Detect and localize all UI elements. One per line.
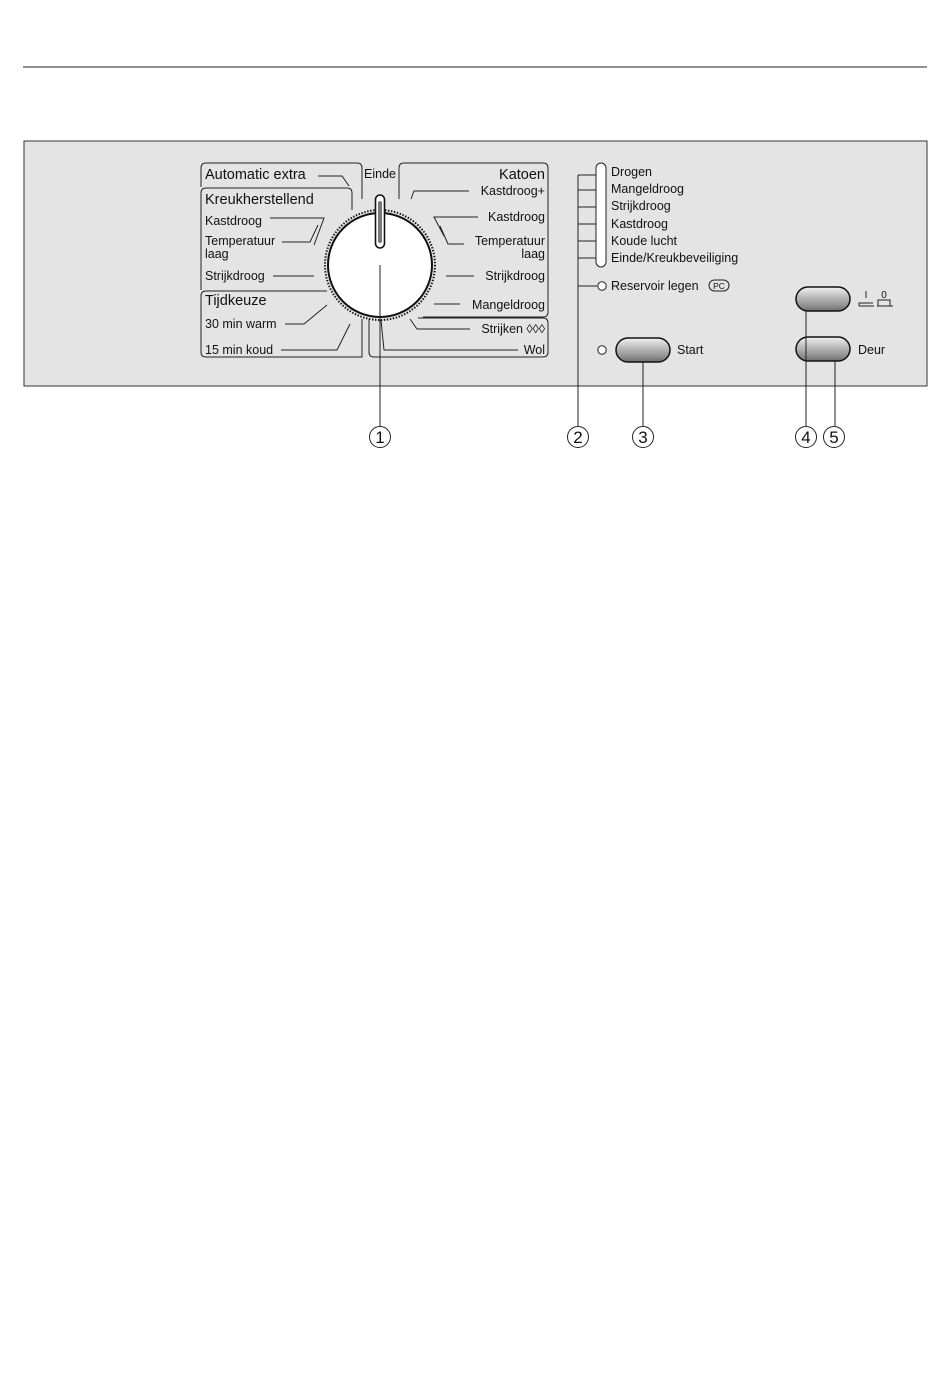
control-panel — [24, 141, 927, 386]
start-indicator-light — [598, 346, 606, 354]
label-left-strijkdroog: Strijkdroog — [205, 269, 265, 283]
label-strijken: Strijken ◊◊◊ — [481, 322, 545, 336]
label-left-temperatuur: Temperatuur — [205, 234, 276, 248]
door-button[interactable] — [796, 337, 850, 361]
label-left-kastdroog: Kastdroog — [205, 214, 262, 228]
indicator-kastdroog: Kastdroog — [611, 217, 668, 231]
indicator-drogen: Drogen — [611, 165, 652, 179]
label-mangeldroog: Mangeldroog — [472, 298, 545, 312]
indicator-light-strip — [596, 163, 606, 267]
start-button[interactable] — [616, 338, 670, 362]
callouts — [370, 427, 845, 448]
label-kreukherstellend: Kreukherstellend — [205, 192, 314, 208]
label-right-laag: laag — [521, 247, 545, 261]
label-right-temperatuur: Temperatuur — [474, 234, 545, 248]
label-30-min-warm: 30 min warm — [205, 317, 277, 331]
indicator-mangeldroog: Mangeldroog — [611, 182, 684, 196]
door-label: Deur — [858, 343, 886, 357]
label-left-laag: laag — [205, 247, 229, 261]
label-right-strijkdroog: Strijkdroog — [485, 269, 545, 283]
callout-5: 5 — [829, 428, 839, 447]
label-katoen: Katoen — [499, 167, 545, 183]
label-einde: Einde — [364, 167, 396, 181]
label-automatic-extra: Automatic extra — [205, 167, 306, 183]
power-off-label: 0 — [881, 290, 887, 301]
callout-1: 1 — [375, 428, 385, 447]
label-kastdroog-plus: Kastdroog+ — [480, 184, 545, 198]
reservoir-label: Reservoir legen — [611, 279, 699, 293]
label-right-kastdroog: Kastdroog — [488, 210, 545, 224]
callout-2: 2 — [573, 428, 583, 447]
callout-3: 3 — [638, 428, 648, 447]
label-tijdkeuze: Tijdkeuze — [205, 293, 267, 309]
power-button[interactable] — [796, 287, 850, 311]
label-15-min-koud: 15 min koud — [205, 343, 274, 357]
start-label: Start — [677, 343, 704, 357]
indicator-koude-lucht: Koude lucht — [611, 234, 678, 248]
indicator-einde-kreukbeveiliging: Einde/Kreukbeveiliging — [611, 251, 739, 265]
callout-4: 4 — [801, 428, 811, 447]
reservoir-badge-text: PC — [713, 281, 725, 291]
indicator-strijkdroog: Strijkdroog — [611, 199, 671, 213]
label-wol: Wol — [523, 343, 545, 357]
reservoir-indicator-light — [598, 282, 606, 290]
power-on-label: I — [864, 290, 868, 301]
